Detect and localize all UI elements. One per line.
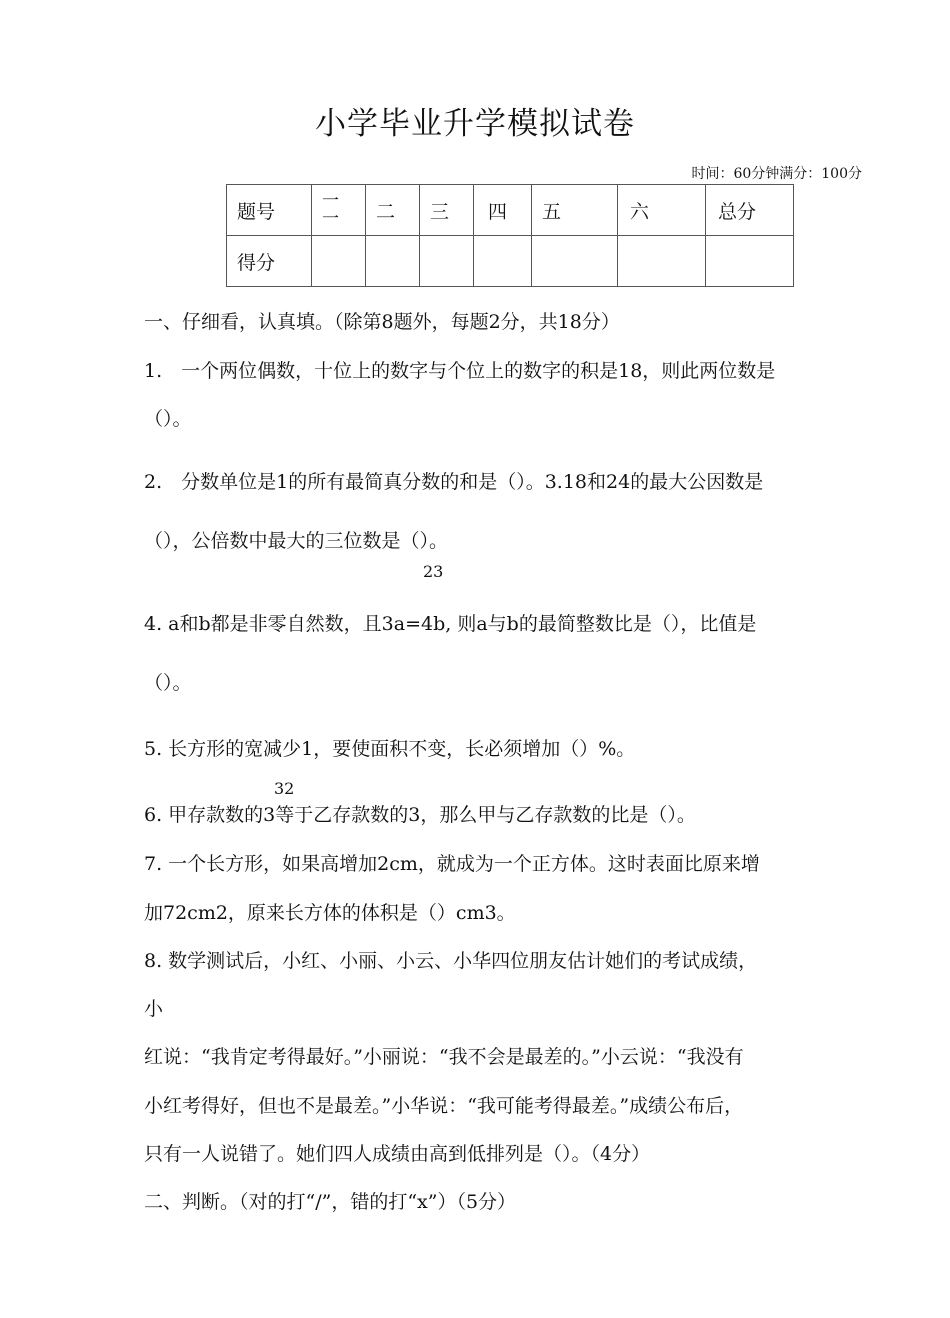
page-title: 小学毕业升学模拟试卷: [315, 106, 635, 142]
question-text: 小: [144, 998, 164, 1020]
score-cell-header: 题号: [227, 185, 312, 236]
score-cell-header: 总分: [706, 185, 794, 236]
fraction-digits: 32: [274, 779, 295, 798]
fraction-digits: 23: [423, 562, 444, 581]
question-text: 只有一人说错了。她们四人成绩由高到低排列是（）。（4分）: [144, 1143, 651, 1165]
question-text: 4. a和b都是非零自然数，且3a=4b, 则a与b的最简整数比是（），比值是: [144, 613, 757, 635]
score-cell-header: 四: [474, 185, 532, 236]
score-cell-blank: [474, 236, 532, 287]
question-text: 加72cm2，原来长方体的体积是（）cm3。: [144, 902, 516, 924]
question-text: 红说：“我肯定考得最好。”小丽说：“我不会是最差的。”小云说：“我没有: [144, 1046, 744, 1068]
score-cell-blank: [312, 236, 366, 287]
question-text: 6. 甲存款数的3等于乙存款数的3，那么甲与乙存款数的比是（）。: [144, 804, 696, 826]
section-heading: 二、判断。（对的打“/”，错的打“x”）（5分）: [144, 1191, 517, 1213]
exam-meta: 时间：60分钟满分：100分: [691, 166, 862, 182]
score-cell-blank: [706, 236, 794, 287]
score-cell-header: 六: [618, 185, 706, 236]
question-text: 1. 一个两位偶数，十位上的数字与个位上的数字的积是18，则此两位数是: [144, 360, 776, 382]
question-text: 8. 数学测试后，小红、小丽、小云、小华四位朋友估计她们的考试成绩，: [144, 950, 758, 972]
question-text: 2. 分数单位是1的所有最简真分数的和是（）。3.18和24的最大公因数是: [144, 471, 764, 493]
section-heading: 一、仔细看，认真填。（除第8题外，每题2分，共18分）: [144, 311, 620, 333]
score-cell-blank: [366, 236, 420, 287]
score-table-header-row: [227, 185, 794, 236]
question-text: 7. 一个长方形，如果高增加2cm，就成为一个正方体。这时表面比原来增: [144, 853, 760, 875]
score-table-score-row: [227, 236, 794, 287]
score-cell-blank: [618, 236, 706, 287]
question-text: （）。: [144, 672, 192, 694]
question-text: 小红考得好，但也不是最差。”小华说：“我可能考得最差。”成绩公布后，: [144, 1095, 744, 1117]
question-text: （）。: [144, 408, 192, 430]
score-cell-blank: [420, 236, 474, 287]
score-cell-label: 得分: [227, 236, 312, 287]
question-text: （），公倍数中最大的三位数是（）。: [144, 530, 449, 552]
score-cell-header: 五: [532, 185, 618, 236]
score-cell-header: 一 一: [312, 185, 366, 236]
question-text: 5. 长方形的宽减少1，要使面积不变，长必须增加（）%。: [144, 738, 636, 760]
score-cell-header: 三: [420, 185, 474, 236]
score-cell-header: 二: [366, 185, 420, 236]
score-table: [226, 184, 794, 287]
score-cell-blank: [532, 236, 618, 287]
